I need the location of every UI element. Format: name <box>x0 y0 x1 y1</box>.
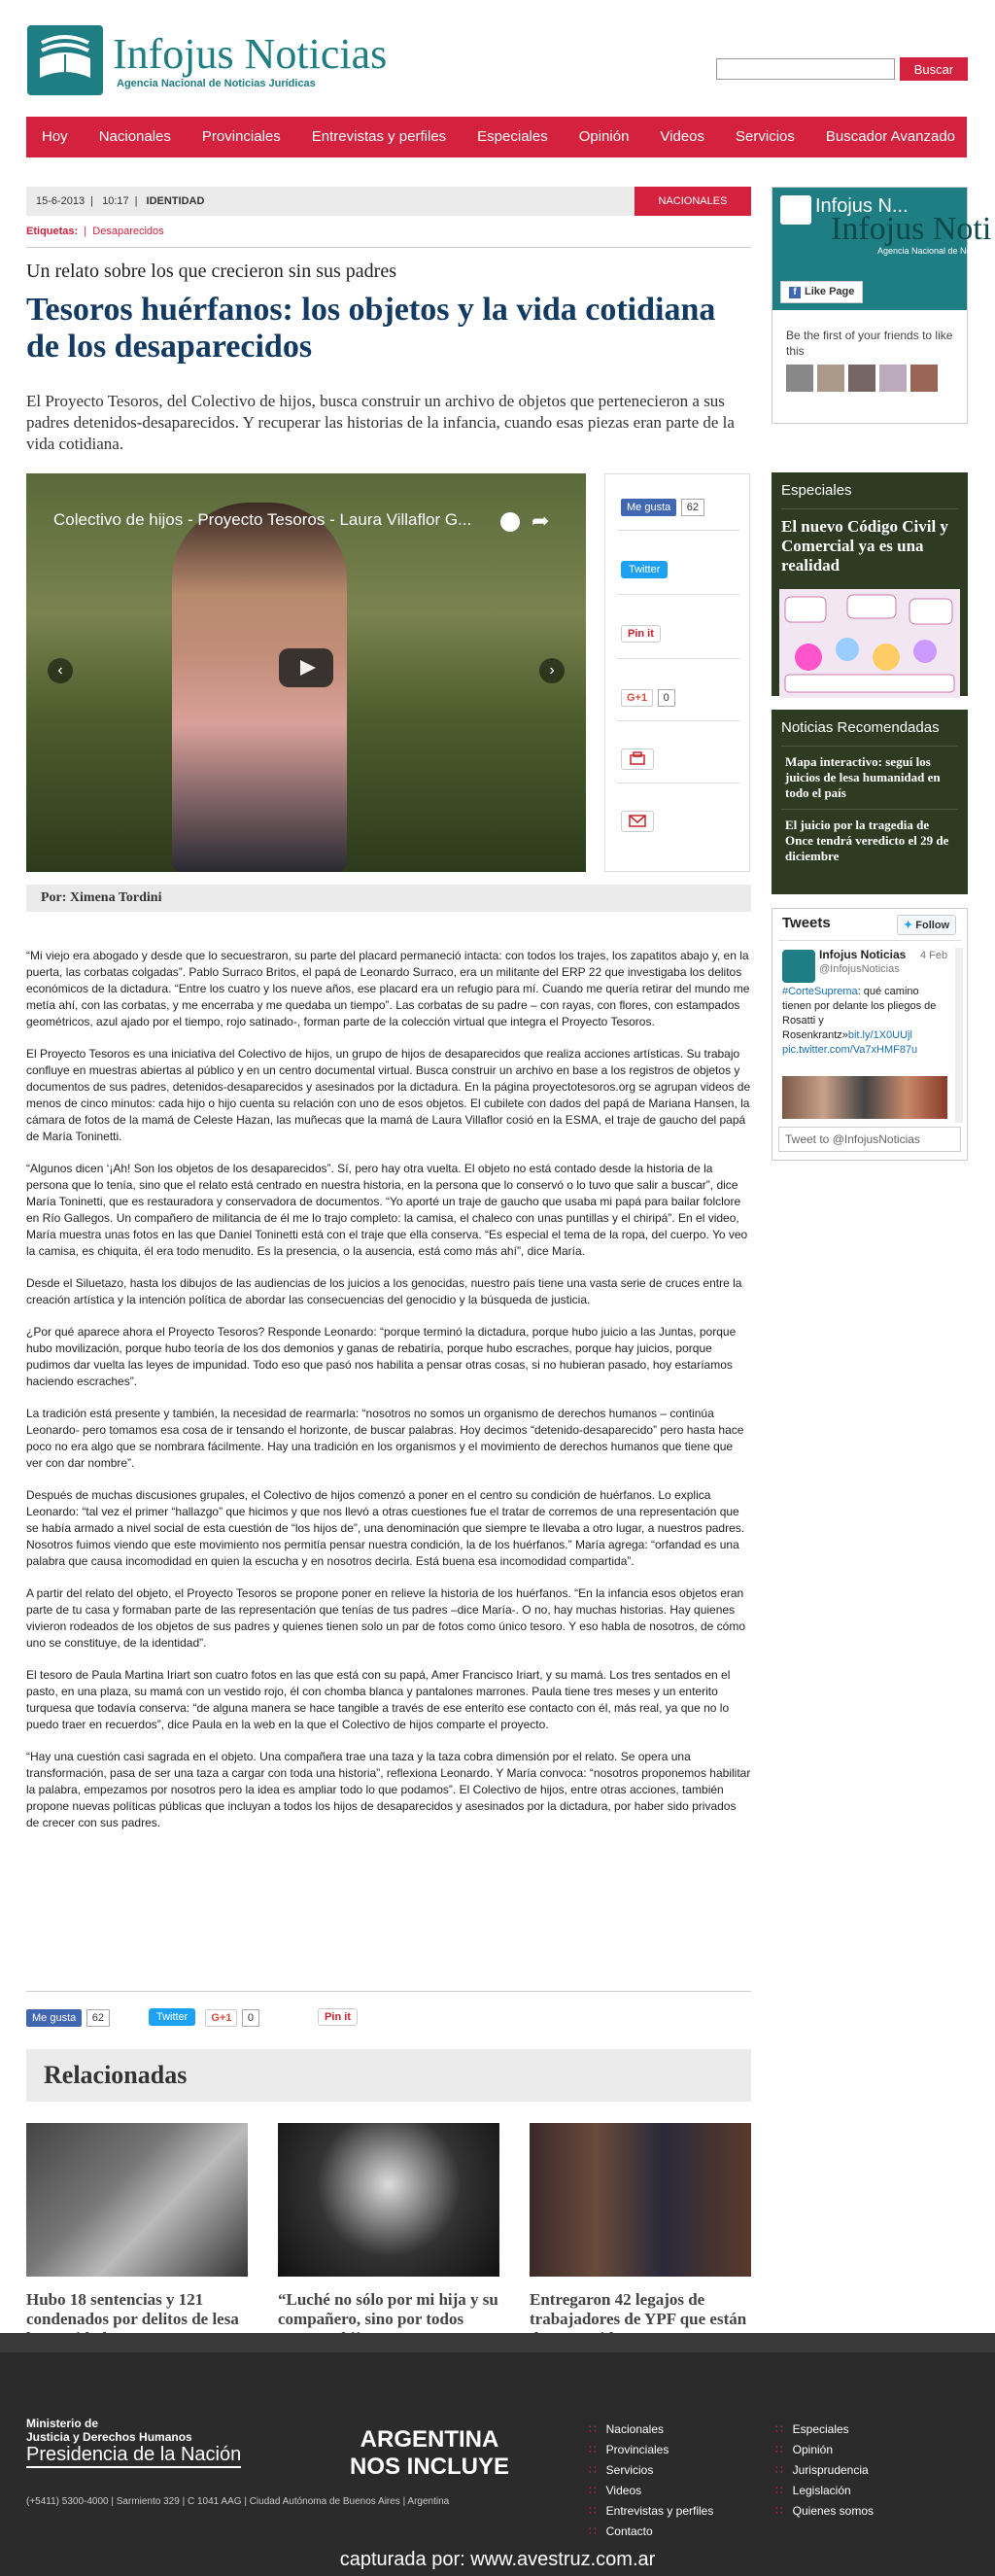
related-title[interactable]: “Luché no sólo por mi hija y su compañero, sino por todos <box>278 2290 498 2328</box>
body-paragraph: El tesoro de Paula Martina Iriart son cuatro fotos en las que está con su papá, Amer Francisco Iriart, y su mamá. Los tres sentados en el pasto, en una plaza, su mamá con un vestido rojo, él con chomba blanca y pantalones marrones. Paula tiene tres meses y un enterito turquesa que todavía conserva: “de alguna manera se hace tangible a través de ese enterito ese contacto con él, más real, ya que no lo puedo traer en recuerdos”, dice Paula en la web en la que el Colectivo de hijos comparte el proyecto. <box>26 1668 731 1731</box>
main-nav <box>26 117 967 157</box>
avatar[interactable] <box>910 365 938 392</box>
article-category: IDENTIDAD <box>146 195 205 207</box>
tweet-link[interactable]: pic.twitter.com/Va7xHMF87u <box>782 1044 918 1056</box>
share-row-google <box>617 659 739 721</box>
avatar[interactable] <box>782 950 815 983</box>
related-title[interactable]: Entregaron 42 legajos de trabajadores de YPF que están <box>530 2290 747 2328</box>
avatar[interactable] <box>786 365 813 392</box>
related-image[interactable] <box>26 2123 248 2277</box>
footer-link[interactable]: ∷ Videos <box>589 2484 713 2497</box>
recomendada-link[interactable]: El juicio por la tragedia de Once tendrá veredicto el 29 de diciembre <box>785 818 949 863</box>
related-item[interactable] <box>530 2123 751 2349</box>
tweet-photo[interactable] <box>782 1076 947 1119</box>
search-input[interactable] <box>716 58 895 80</box>
body-paragraph: ¿Por qué aparece ahora el Proyecto Tesoros? Responde Leonardo: “porque terminó la dictadura, porque hubo juicio a las Juntas, porque hubo movilización, porque hubo teoría de los dos demonios y ganas de rebatiría, porque hubo escraches, porque hay juicios, porque pudimos dar vuelta las leyes de impunidad. Todo eso que pasó nos habilita a pensar otras cosas, si no hubieran pasado, hoy estaríamos haciendo escraches”. <box>26 1325 737 1388</box>
footer-link[interactable]: ∷ Contacto <box>589 2524 713 2538</box>
watch-later-icon[interactable] <box>500 512 520 532</box>
related-item[interactable] <box>278 2123 499 2349</box>
google-plus-count: 0 <box>242 2009 259 2027</box>
search-button[interactable]: Buscar <box>900 57 968 81</box>
article-time: 10:17 <box>102 195 129 207</box>
article-meta-bar: 15-6-2013 | 10:17 | IDENTIDAD <box>26 187 751 216</box>
pinterest-button[interactable]: Pin it <box>318 2008 358 2026</box>
share-row-email <box>617 783 739 853</box>
body-paragraph: El Proyecto Tesoros es una iniciativa del Colectivo de hijos, un grupo de hijos de desaparecidos que realiza acciones artísticas. Su trabajo confluye en muestras abiertas al público y en un centro documental virtual. Busca construir un archivo en base a los registros de objetos y documentos de sus padres, detenidos-desaparecidos y asesinados por la dictadura. En la página proyectotesoros.org se agrupan videos de menos de cinco minutos: cada hijo o hijo cuenta su relación con uno de esos objetos. El cubilete con dados del papá de Mariana Hansen, la cámara de fotos de la mamá de Celeste Hazan, las muñecas que la mamá de Laura Villaflor cosió en la ESMA, el traje de gaucho del papá de María Toninetti. <box>26 1047 751 1143</box>
tweet-author-name[interactable]: Infojus Noticias <box>819 948 907 961</box>
related-item[interactable] <box>26 2123 248 2349</box>
nav-item-entrevistas[interactable]: Entrevistas y perfiles <box>311 128 447 145</box>
article-body <box>26 948 751 1847</box>
footer-link[interactable]: ∷ Quienes somos <box>775 2504 874 2518</box>
facebook-page-name[interactable]: Infojus N... <box>815 195 909 217</box>
facebook-cover-text: Infojus Noti <box>831 211 992 247</box>
especiales-title[interactable]: El nuevo Código Civil y Comercial ya es una realidad <box>781 517 948 574</box>
nav-item-videos[interactable]: Videos <box>660 128 705 145</box>
nav-item-hoy[interactable]: Hoy <box>42 128 68 145</box>
tweet-hashtag[interactable]: #CorteSuprema <box>782 986 858 997</box>
footer-link[interactable]: ∷ Provinciales <box>589 2443 713 2456</box>
footer-links-col1 <box>589 2422 713 2545</box>
facebook-page-avatar <box>780 195 811 225</box>
nav-item-opinion[interactable]: Opinión <box>578 128 630 145</box>
related-heading: Relacionadas <box>26 2049 751 2102</box>
divider <box>26 247 751 248</box>
tags-row: Etiquetas: | Desaparecidos <box>26 226 164 237</box>
facebook-f-icon: f <box>789 287 801 298</box>
scrollbar[interactable] <box>955 948 963 1123</box>
logo-book-icon <box>27 25 103 95</box>
footer-argentina-logo: ARGENTINA NOS INCLUYE <box>350 2426 510 2480</box>
video-next-icon[interactable]: › <box>539 658 565 683</box>
divider <box>26 1991 751 1992</box>
footer-link[interactable]: ∷ Entrevistas y perfiles <box>589 2504 713 2518</box>
twitter-bird-icon: ✦ <box>904 920 913 931</box>
section-badge[interactable]: NACIONALES <box>635 187 751 216</box>
facebook-cover-subtitle: Agencia Nacional de Noticias <box>877 246 992 256</box>
tweet-text: #CorteSuprema: qué camino tienen por delante los pliegos de Rosatti y Rosenkrantz»bit.ly/1X0UUjl pic.twitter.com/Va7xHMF87u <box>782 986 937 1056</box>
logo-subtitle: Agencia Nacional de Noticias Jurídicas <box>117 78 316 89</box>
avatar[interactable] <box>879 365 907 392</box>
facebook-cover[interactable] <box>772 188 992 310</box>
especiales-heading: Especiales <box>781 482 852 499</box>
video-title[interactable]: Colectivo de hijos - Proyecto Tesoros - Laura Villaflor G... <box>53 510 472 529</box>
facebook-like-page-button[interactable]: f Like Page <box>780 281 863 303</box>
facebook-like-count: 62 <box>681 499 704 516</box>
footer-link[interactable]: ∷ Jurisprudencia <box>775 2463 874 2477</box>
google-plus-button[interactable]: G+1 <box>205 2009 237 2027</box>
play-button-icon[interactable] <box>279 648 333 687</box>
footer-link[interactable]: ∷ Especiales <box>775 2422 874 2436</box>
footer-band <box>0 2333 995 2352</box>
pinterest-button[interactable]: Pin it <box>621 625 661 643</box>
article-date: 15-6-2013 <box>36 195 86 207</box>
body-paragraph: “Algunos dicen ‘¡Ah! Son los objetos de los desaparecidos”. Sí, pero hay otra vuelta. El objeto no está contado desde la historia de la persona que lo tenía, sino que el relato está centrado en nuestra historia, en la persona que lo conservó o lo tuvo que salir a buscar”, dice María Toninetti, que es restauradora y conservadora de documentos. “Yo aporté un traje de gaucho que usaba mi papá para bailar folclore en Río Gallegos. Un compañero de militancia de él me lo trajo completo: la camisa, el chaleco con unas puntillas y el chiripá”. En el video, María muestra unas fotos en las que Daniel Toninetti está con el traje que ella conserva. “Es especial el tema de la ropa, del cuerpo. Yo veo la camisa, es chiquita, él era todo menudito. Es la presencia, o la ausencia, está como más ahí”, dice María. <box>26 1162 748 1258</box>
related-image[interactable] <box>530 2123 751 2277</box>
site-logo[interactable] <box>27 25 416 95</box>
site-footer <box>0 2333 995 2576</box>
nav-item-buscador[interactable]: Buscador Avanzado <box>825 128 956 145</box>
facebook-friends-text: Be the first of your friends to like this <box>786 329 953 358</box>
share-column <box>604 473 750 872</box>
facebook-like-count: 62 <box>86 2009 110 2027</box>
nav-item-especiales[interactable]: Especiales <box>477 128 548 145</box>
site-header <box>0 0 995 107</box>
article-headline: Tesoros huérfanos: los objetos y la vida cotidiana de los desaparecidos <box>26 292 716 365</box>
nav-item-provinciales[interactable]: Provinciales <box>201 128 281 145</box>
video-prev-icon[interactable]: ‹ <box>48 658 73 683</box>
footer-address: (+5411) 5300-4000 | Sarmiento 329 | C 1041 AAG | Ciudad Autónoma de Buenos Aires | Argentina <box>26 2496 450 2507</box>
nav-item-servicios[interactable]: Servicios <box>736 128 795 145</box>
share-bar-bottom <box>26 2005 751 2029</box>
footer-presidencia[interactable]: Presidencia de la Nación <box>26 2444 241 2468</box>
footer-link[interactable]: ∷ Nacionales <box>589 2422 713 2436</box>
google-plus-count: 0 <box>658 689 675 707</box>
google-plus-button[interactable]: G+1 <box>621 689 653 707</box>
facebook-page-widget <box>772 187 992 424</box>
share-row-facebook <box>617 474 739 531</box>
recomendada-link[interactable]: Mapa interactivo: seguí los juicios de lesa humanidad en todo el país <box>785 754 941 800</box>
footer-links-col2 <box>775 2422 874 2524</box>
related-image[interactable] <box>278 2123 499 2277</box>
tweets-heading: Tweets <box>782 915 831 931</box>
twitter-widget <box>772 908 968 1161</box>
tweet-author-handle[interactable]: @InfojusNoticias <box>819 963 900 975</box>
avatar[interactable] <box>848 365 875 392</box>
facebook-like-button[interactable]: Me gusta <box>26 2009 82 2027</box>
logo-name: Infojus Noticias <box>113 30 388 78</box>
especiales-image[interactable] <box>779 589 960 698</box>
footer-link[interactable]: ∷ Opinión <box>775 2443 874 2456</box>
tweet-compose-input[interactable]: Tweet to @InfojusNoticias <box>778 1127 961 1152</box>
recomendadas-box <box>772 710 968 894</box>
share-row-pinterest <box>617 595 739 659</box>
article-lead: El Proyecto Tesoros, del Colectivo de hijos, busca construir un archivo de objetos que pertenecieron a sus padres detenidos-desaparecidos. Y recuperar las historias de la infancia, cuando esas piezas eran parte de la vida cotidiana. <box>26 392 735 453</box>
twitter-share-button[interactable]: Twitter <box>621 561 668 578</box>
share-row-print <box>617 721 739 783</box>
divider <box>778 940 961 941</box>
tweet-date[interactable]: 4 Feb <box>920 950 948 961</box>
nav-item-nacionales[interactable]: Nacionales <box>98 128 171 145</box>
share-row-twitter <box>617 531 739 595</box>
tweet-link[interactable]: bit.ly/1X0UUjl <box>847 1029 912 1041</box>
twitter-follow-button[interactable]: ✦ Follow <box>897 915 956 935</box>
avatar[interactable] <box>817 365 844 392</box>
body-paragraph: A partir del relato del objeto, el Proyecto Tesoros se propone poner en relieve la historia de los huérfanos. “En la infancia esos objetos eran parte de tu casa y formaban parte de las representación que tenías de tus padres –dice María-. O no, hay muchas historias. Hay quienes vivieron rodeados de los objetos de sus padres y quienes tienen solo un par de fotos como único tesoro. Y eso habla de nosotros, de cómo uno se constituye, de la identidad”. <box>26 1586 746 1650</box>
footer-ministry: Ministerio de Justicia y Derechos Humanos <box>26 2417 192 2444</box>
twitter-share-button[interactable]: Twitter <box>149 2008 195 2026</box>
article-author: Por: Ximena Tordini <box>26 885 751 912</box>
video-player[interactable] <box>26 473 586 872</box>
footer-link[interactable]: ∷ Legislación <box>775 2484 874 2497</box>
video-person-image <box>172 503 347 872</box>
body-paragraph: Desde el Siluetazo, hasta los dibujos de las audiencias de los juicios a los genocidas, nuestro país tiene una vasta serie de cruces entre la creación artística y la intención política de abordar las consecuencias del genocidio y la búsqueda de justicia. <box>26 1276 742 1306</box>
tag-link[interactable]: Desaparecidos <box>92 226 164 237</box>
print-icon[interactable] <box>621 748 654 770</box>
body-paragraph: Después de muchas discusiones grupales, el Colectivo de hijos comenzó a poner en el centro su condición de huérfanos. Lo explica Leonardo: “tal vez el primer “hallazgo” que hicimos y que nos llevó a otras cuestiones fue el tratar de corremos de una representación que se había armado a nivel social de esta cuestión de “los hijos de”, una denominación que siempre te llevaba a otro lugar, a nuestros padres. Nosotros fuimos viendo que este movimiento nos permitía pensar nuestra condición, la de los huérfanos.” María agrega: “orfandad es una palabra que causa incomodidad en quien la escucha y en nosotros decirla. Está buena esa incomodidad compartida”. <box>26 1488 745 1568</box>
tags-label: Etiquetas: <box>26 226 79 237</box>
related-title[interactable]: Hubo 18 sentencias y 121 condenados por delitos de lesa <box>26 2290 239 2328</box>
footer-link[interactable]: ∷ Servicios <box>589 2463 713 2477</box>
facebook-like-button[interactable]: Me gusta <box>621 499 676 516</box>
body-paragraph: La tradición está presente y también, la necesidad de rearmarla: “nosotros no somos un organismo de derechos humanos – continúa Leonardo- pero tomamos esa cosa de ir tensando el horizonte, de buscar palabras. Hoy decimos “detenido-desaparecido” pero hasta hace poco no era algo que se nombrara fácilmente. Hay una tradición en los organismos y el movimiento de derechos humanos que tiene que ver con dar nombre”. <box>26 1407 744 1470</box>
share-arrow-icon[interactable]: ➦ <box>532 508 550 533</box>
especiales-box <box>772 472 968 696</box>
body-paragraph: “Mi viejo era abogado y desde que lo secuestraron, su parte del placard permaneció intacta: con todos los trajes, los zapatitos abajo y, en la puerta, las corbatas colgadas”. Pablo Surraco Britos, el papá de Leonardo Surraco, era un militante del ERP 22 que investigaba los delitos económicos de la dictadura. “Entre los cuatro y los nueve años, ese placard era un refugio para mí. Cuando me quería retirar del mundo me metía ahí, con las corbatas, y me encerraba y me quedaba un tiempo”. Las corbatas de su padre – con rayas, con flores, con estampados geométricos, azul ajado por el tiempo, rojo satinado-, forman parte de la colección virtual que integra el Proyecto Tesoros. <box>26 949 750 1028</box>
email-icon[interactable] <box>621 811 654 832</box>
article-kicker: Un relato sobre los que crecieron sin sus padres <box>26 261 396 282</box>
capture-credit: capturada por: www.avestruz.com.ar <box>339 2549 656 2570</box>
body-paragraph: “Hay una cuestión casi sagrada en el objeto. Una compañera trae una taza y la taza cobra dimensión por el relato. Se opera una transformación, pasa de ser una taza a cargar con toda una historia”, reflexiona Leonardo. Y María convoca: “nosotros proponemos habilitar la palabra, empezamos por nosotros pero la idea es ampliar todo lo que podamos”. El Colectivo de hijos, entre otras acciones, también propone nuevas políticas públicas que incluyan a todos los hijos de desaparecidos y asesinados por la dictadura, por haber sido privados de crecer con sus padres. <box>26 1750 751 1829</box>
recomendadas-heading: Noticias Recomendadas <box>781 719 940 736</box>
facebook-faces <box>786 365 961 392</box>
